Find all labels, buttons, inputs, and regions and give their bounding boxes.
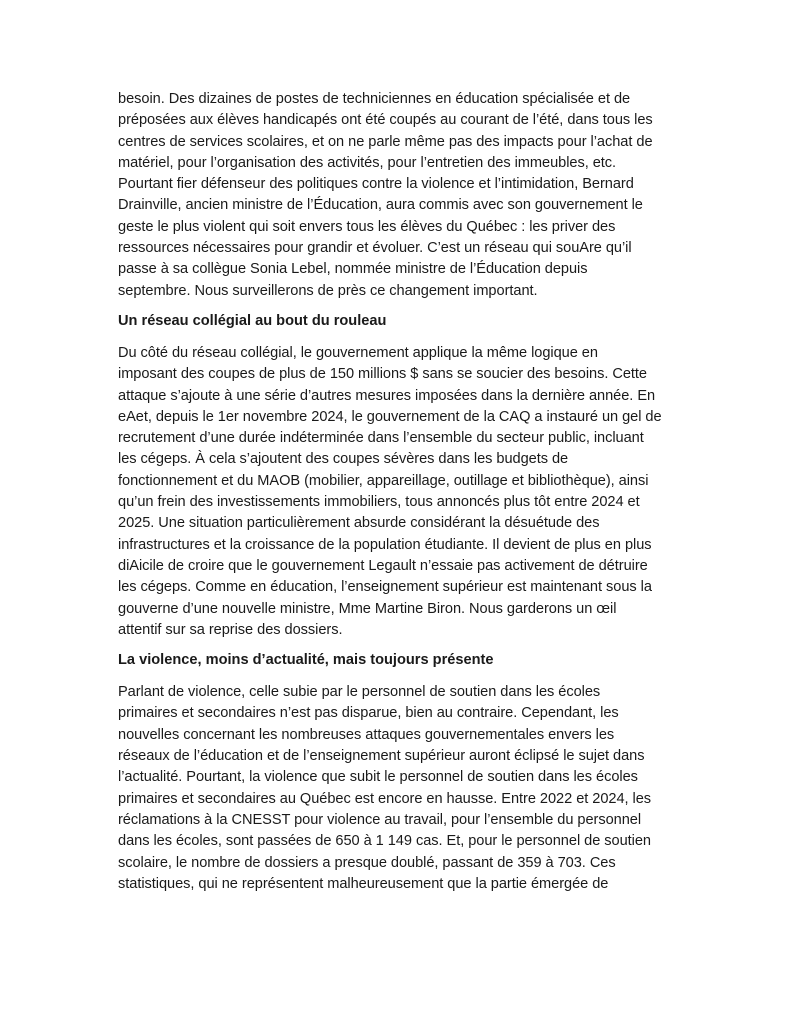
text-line: diAicile de croire que le gouvernement Legault n’essaie pas activement de détruire: [118, 557, 648, 574]
text-line: gouverne d’une nouvelle ministre, Mme Martine Biron. Nous garderons un œil: [118, 600, 617, 617]
text-line: ressources nécessaires pour grandir et évoluer. C’est un réseau qui souAre qu’il: [118, 240, 632, 257]
text-line: primaires et secondaires au Québec est encore en hausse. Entre 2022 et 2024, les: [118, 790, 652, 807]
text-line: centres de services scolaires, et on ne parle même pas des impacts pour l’achat de: [118, 133, 653, 150]
text-line: primaires et secondaires n’est pas disparue, bien au contraire. Cependant, les: [118, 705, 619, 722]
text-line: besoin. Des dizaines de postes de techniciennes en éducation spécialisée et de: [118, 91, 631, 107]
text-line: les cégeps. Comme en éducation, l’enseignement supérieur est maintenant sous la: [118, 579, 652, 596]
text-line: attaque s’ajoute à une série d’autres mesures imposées dans la dernière année. En: [118, 387, 656, 404]
text-line: Drainville, ancien ministre de l’Éducation, aura commis avec son gouvernement le: [118, 197, 643, 214]
text-line: Pourtant fier défenseur des politiques contre la violence et l’intimidation, Bernard: [118, 176, 634, 193]
text-line: Du côté du réseau collégial, le gouvernement applique la même logique en: [118, 344, 598, 361]
text-line: réseaux de l’éducation et de l’enseignement supérieur auront éclipsé le sujet dans: [118, 748, 645, 765]
text-line: septembre. Nous surveillerons de près ce changement important.: [118, 282, 538, 299]
text-line: qu’un frein des investissements immobiliers, tous annoncés plus tôt entre 2024 et: [118, 494, 640, 511]
text-line: fonctionnement et du MAOB (mobilier, appareillage, outillage et bibliothèque), ainsi: [118, 472, 649, 489]
paragraph-violence: [118, 682, 698, 895]
text-line: passe à sa collègue Sonia Lebel, nommée ministre de l’Éducation depuis: [118, 261, 588, 278]
text-line: les cégeps. À cela s’ajoutent des coupes sévères dans les budgets de: [118, 451, 569, 468]
text-line: infrastructures et la croissance de la population étudiante. Il devient de plus en plus: [118, 536, 652, 553]
text-line: statistiques, qui ne représentent malheureusement que la partie émergée de: [118, 875, 609, 892]
text-line: préposées aux élèves handicapés ont été coupés au courant de l’été, dans tous les: [118, 112, 653, 129]
text-line: imposant des coupes de plus de 150 millions $ sans se soucier des besoins. Cette: [118, 366, 647, 383]
text-line: dans les écoles, sont passées de 650 à 1 149 cas. Et, pour le personnel de soutien: [118, 833, 651, 850]
text-line: geste le plus violent qui soit envers tous les élèves du Québec : les priver des: [118, 218, 616, 235]
text-line: attentif sur sa reprise des dossiers.: [118, 621, 343, 638]
text-line: réclamations à la CNESST pour violence au travail, pour l’ensemble du personnel: [118, 811, 642, 828]
text-line: scolaire, le nombre de dossiers a presque doublé, passant de 359 à 703. Ces: [118, 854, 616, 871]
text-line: eAet, depuis le 1er novembre 2024, le gouvernement de la CAQ a instauré un gel de: [118, 408, 662, 425]
text-line: recrutement d’une durée indéterminée dans l’ensemble du secteur public, incluant: [118, 430, 644, 447]
section-heading-college-network: Un réseau collégial au bout du rouleau: [118, 312, 387, 329]
paragraph-education-cuts: [118, 89, 698, 302]
text-line: nouvelles concernant les nombreuses attaques gouvernementales envers les: [118, 726, 615, 743]
document-page: [118, 89, 698, 895]
text-line: l’actualité. Pourtant, la violence que subit le personnel de soutien dans les écoles: [118, 769, 638, 786]
section-heading-violence: La violence, moins d’actualité, mais toujours présente: [118, 652, 494, 669]
text-line: matériel, pour l’organisation des activités, pour l’entretien des immeubles, etc.: [118, 154, 617, 171]
text-line: Parlant de violence, celle subie par le personnel de soutien dans les écoles: [118, 684, 601, 701]
paragraph-college-network: [118, 343, 698, 641]
text-line: 2025. Une situation particulièrement absurde considérant la désuétude des: [118, 515, 600, 532]
